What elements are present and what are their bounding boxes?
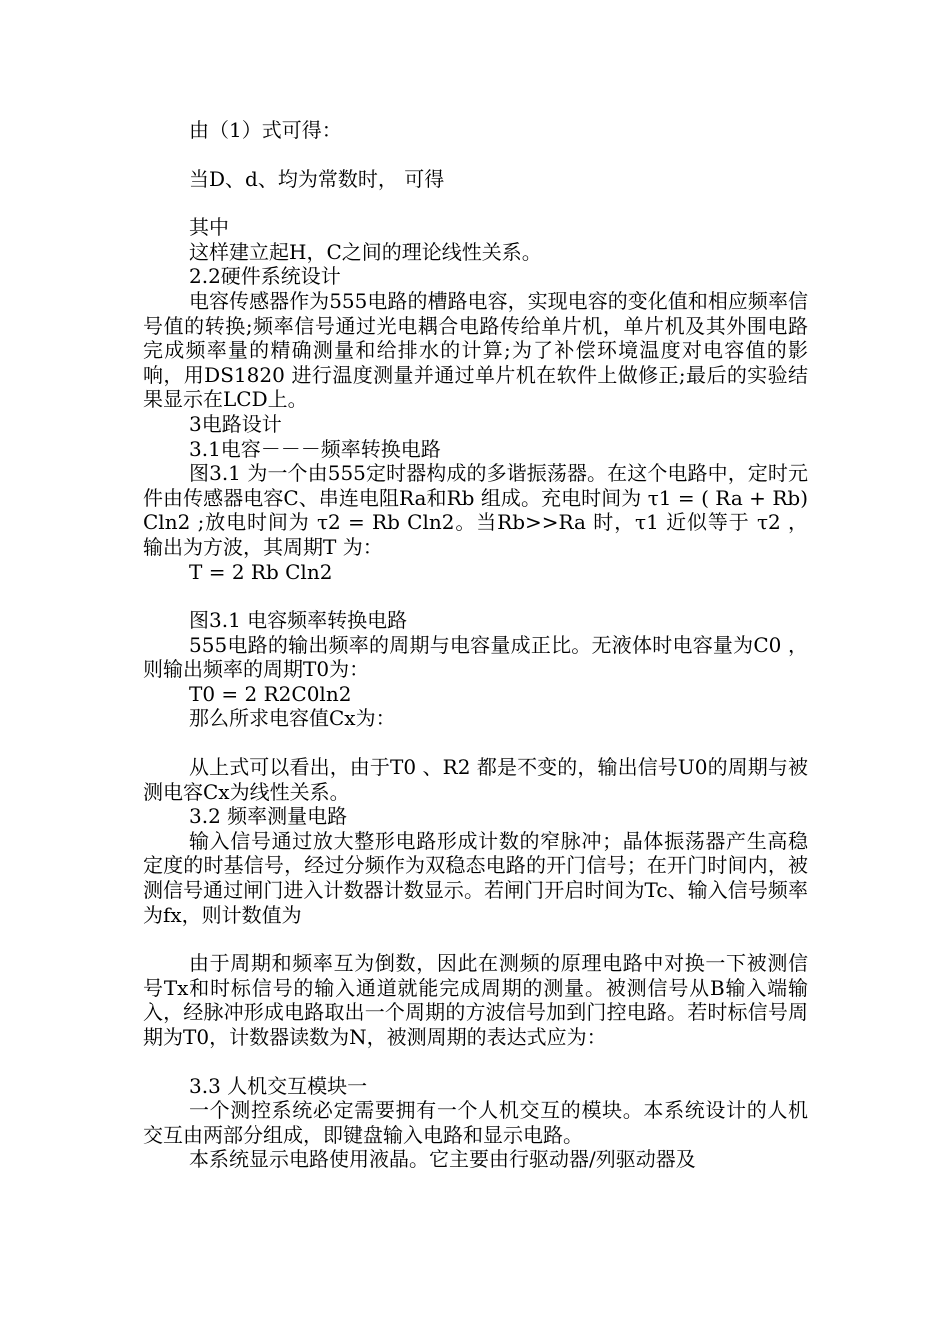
- paragraph-hmi: 一个测控系统必定需要拥有一个人机交互的模块。本系统设计的人机交互由两部分组成，即键盘输入电路和显示电路。: [143, 1098, 808, 1147]
- paragraph-derivation: 由（1）式可得：: [189, 118, 342, 142]
- paragraph-multivibrator: 图3.1 为一个由555定时器构成的多谐振荡器。在这个电路中，定时元件由传感器电容C、串连电阻Ra和Rb 组成。充电时间为 τ1 = ( Ra + Rb) Cln2 ;放电时间为 τ2 = Rb Cln2。当Rb>>Ra 时，τ1 近似等于 τ2 ， 输出为方波，其周期T 为：: [143, 461, 815, 559]
- paragraph-linear-cx: 从上式可以看出，由于T0 、R2 都是不变的，输出信号U0的周期与被测电容Cx为线性关系。: [143, 755, 808, 804]
- paragraph-where: 其中: [189, 215, 229, 240]
- paragraph-period-measurement: 由于周期和频率互为倒数，因此在测频的原理电路中对换一下被测信号Tx和时标信号的输入通道就能完成周期的测量。被测信号从B输入端输入，经脉冲形成电路取出一个周期的方波信号加到门控电路。若时标信号周期为T0，计数器读数为N，被测周期的表达式应为：: [143, 951, 808, 1049]
- section-heading-2-2: 2.2硬件系统设计: [189, 264, 341, 289]
- spacer: [143, 584, 808, 608]
- paragraph-frequency-measurement: 输入信号通过放大整形电路形成计数的窄脉冲；晶体振荡器产生高稳定度的时基信号，经过分频作为双稳态电路的开门信号；在开门时间内，被测信号通过闸门进入计数器计数显示。若闸门开启时间为Tc、输入信号频率为fx，则计数值为: [143, 828, 808, 927]
- figure-caption-3-1: 图3.1 电容频率转换电路: [189, 608, 408, 633]
- formula-period: T = 2 Rb Cln2: [189, 559, 333, 584]
- spacer: [143, 1050, 808, 1074]
- section-heading-3-2: 3.2 频率测量电路: [189, 804, 348, 829]
- section-heading-3-3: 3.3 人机交互模块一: [189, 1073, 368, 1098]
- paragraph-linear-relation: 这样建立起H，C之间的理论线性关系。: [189, 239, 542, 264]
- section-heading-3-1: 3.1电容－－－频率转换电路: [189, 436, 441, 461]
- section-heading-3: 3电路设计: [189, 411, 282, 436]
- spacer: [143, 143, 808, 167]
- spacer: [143, 927, 808, 951]
- spacer: [143, 731, 808, 755]
- document-body: [143, 118, 815, 1172]
- paragraph-hardware-design: 电容传感器作为555电路的槽路电容，实现电容的变化值和相应频率信号值的转换;频率信号通过光电耦合电路传给单片机，单片机及其外围电路完成频率量的精确测量和给排水的计算;为了补偿环境温度对电容值的影响，用DS1820 进行温度测量并通过单片机在软件上做修正;最后的实验结果显示在LCD上。: [143, 288, 808, 412]
- spacer: [143, 191, 808, 215]
- paragraph-555-output: 555电路的输出频率的周期与电容量成正比。无液体时电容量为C0 ，则输出频率的周期T0为：: [143, 632, 808, 682]
- paragraph-display-circuit: 本系统显示电路使用液晶。它主要由行驱动器/列驱动器及: [189, 1147, 696, 1172]
- formula-t0: T0 = 2 R2C0ln2: [189, 681, 352, 706]
- paragraph-capacitance-value: 那么所求电容值Cx为：: [189, 706, 396, 731]
- paragraph-constant-condition: 当D、d、均为常数时， 可得: [189, 166, 445, 191]
